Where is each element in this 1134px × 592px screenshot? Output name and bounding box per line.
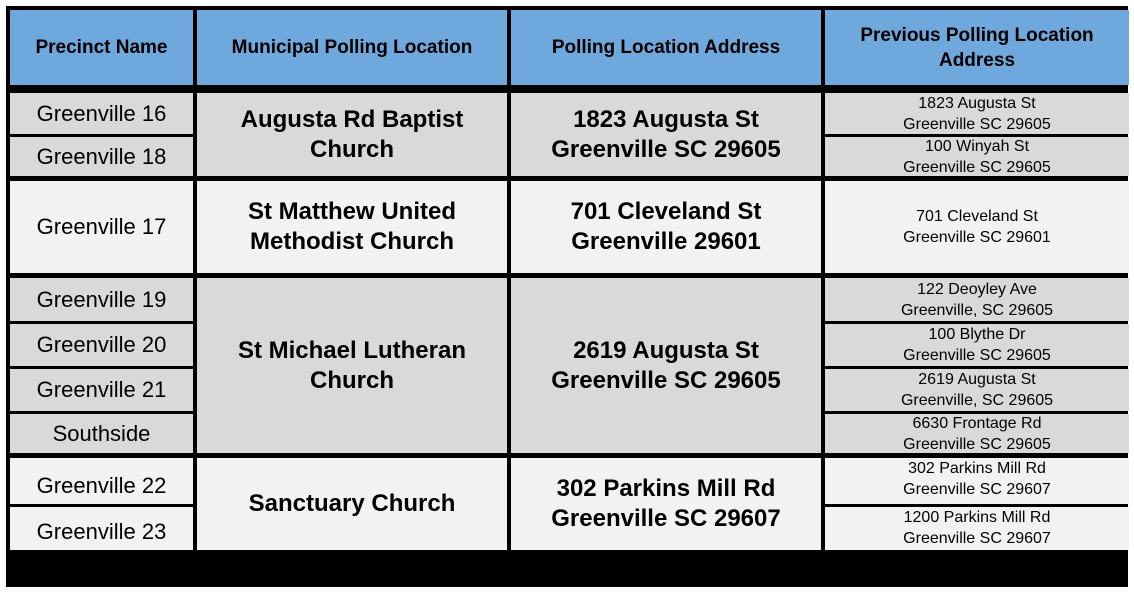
address-line2: Greenville SC 29607 [551,505,781,532]
table-row-precinct [10,369,193,411]
address-line1: 701 Cleveland St [570,198,762,225]
polling-address-cell [511,181,821,273]
precinct-name: Greenville 19 [36,286,167,312]
header-precinct-name [10,10,193,85]
previous-address-line2: Greenville SC 29607 [903,530,1051,547]
previous-address-cell [825,507,1129,550]
previous-address-line1: 2619 Augusta St [918,371,1036,388]
municipal-location-name: Sanctuary Church [248,490,456,517]
previous-address-line2: Greenville, SC 29605 [900,392,1054,409]
precinct-name: Greenville 17 [36,214,167,239]
header-municipal-polling-location [197,10,507,85]
precinct-name: Greenville 21 [36,377,167,402]
previous-address-line2: Greenville SC 29605 [903,347,1051,364]
previous-address-line2: Greenville SC 29605 [903,158,1051,176]
previous-address-cell [825,414,1129,453]
previous-address-line1: 1823 Augusta St [918,94,1036,112]
previous-address-cell [825,181,1129,273]
precinct-name: Greenville 18 [36,143,167,169]
previous-address-line2: Greenville SC 29605 [903,435,1051,453]
precinct-name: Greenville 22 [36,473,167,498]
header-previous-label: Previous Polling Location Address [860,24,1094,71]
table-row-precinct [10,507,193,550]
previous-address-cell [825,93,1129,134]
table-row-precinct [10,278,193,321]
table-row-precinct [10,181,193,273]
municipal-location-cell [197,181,507,273]
previous-address-cell [825,369,1129,411]
header-polling-location-address [511,10,821,85]
table-row-precinct [10,137,193,176]
precinct-name: Greenville 20 [36,332,167,357]
previous-address-line1: 701 Cleveland St [916,208,1038,225]
municipal-location-name: St Matthew United Methodist Church [248,198,456,255]
previous-address-line1: 302 Parkins Mill Rd [908,460,1046,477]
address-line1: 1823 Augusta St [573,105,759,133]
previous-address-line1: 1200 Parkins Mill Rd [903,509,1051,526]
previous-address-line1: 6630 Frontage Rd [912,414,1042,432]
address-line2: Greenville SC 29605 [551,135,781,163]
precinct-name: Southside [52,420,151,446]
municipal-location-cell [197,458,507,550]
previous-address-line1: 100 Blythe Dr [928,326,1026,343]
polling-address-cell [511,458,821,550]
municipal-location-cell [197,93,507,176]
municipal-location-cell [197,278,507,453]
table-row-precinct [10,324,193,366]
address-line2: Greenville 29601 [571,228,761,255]
previous-address-line2: Greenville SC 29601 [903,229,1051,246]
polling-address-cell [511,93,821,176]
precinct-name: Greenville 23 [36,518,167,544]
polling-address-cell [511,278,821,453]
table-row-precinct [10,458,193,504]
address-line1: 2619 Augusta St [573,336,759,364]
previous-address-cell [825,137,1129,176]
previous-address-line2: Greenville SC 29607 [903,481,1051,498]
polling-locations-table [6,6,1128,587]
address-line2: Greenville SC 29605 [551,366,781,394]
previous-address-line2: Greenville, SC 29605 [900,301,1054,319]
table-row-precinct [10,414,193,453]
precinct-name: Greenville 16 [36,100,167,126]
municipal-location-name: St Michael Lutheran Church [237,336,467,394]
previous-address-line2: Greenville SC 29605 [903,115,1051,133]
header-previous-polling-address [825,10,1129,85]
table-row-precinct [10,93,193,134]
header-precinct-label: Precinct Name [35,37,168,58]
previous-address-cell [825,324,1129,366]
previous-address-cell [825,458,1129,504]
municipal-location-name: Augusta Rd Baptist Church [240,105,464,163]
address-line1: 302 Parkins Mill Rd [556,475,776,502]
previous-address-line1: 100 Winyah St [924,137,1030,155]
previous-address-cell [825,278,1129,321]
previous-address-line1: 122 Deoyley Ave [917,280,1037,298]
header-municipal-label: Municipal Polling Location [231,37,473,58]
header-address-label: Polling Location Address [551,37,781,58]
